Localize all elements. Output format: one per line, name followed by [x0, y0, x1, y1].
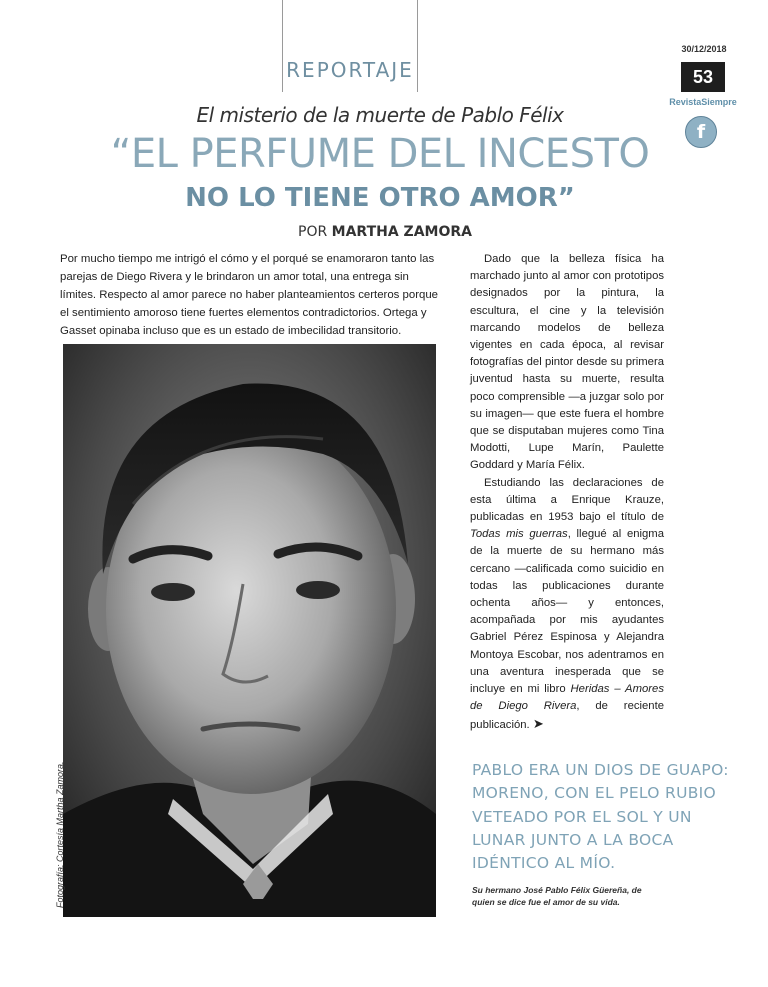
body-paragraph-2-part-b: , llegué al enigma de la muerte de su hermano más cercano —calificada como suicidio en todas las publicaciones durante ochenta años— y entonces, acompañada por mis ayudantes Gabriel Pérez Espinosa y Alejandra Montoya Escobar, nos adentramos en una aventura inesperada que se incluye en mi libro — [470, 528, 664, 696]
book-title-heridas: Heridas – Amores de Diego Rivera — [470, 683, 664, 713]
body-paragraph-2 — [470, 475, 664, 735]
article-kicker: El misterio de la muerte de Pablo Félix — [196, 103, 564, 127]
section-label: REPORTAJE — [286, 58, 414, 82]
book-title-todas-mis-guerras: Todas mis guerras — [470, 528, 568, 541]
facebook-icon-glyph: f — [696, 121, 706, 143]
end-arrow-icon: ➤ — [532, 716, 544, 732]
byline — [250, 224, 520, 240]
pull-quote: PABLO ERA UN DIOS DE GUAPO: MORENO, CON EL PELO RUBIO VETEADO POR EL SOL Y UN LUNAR JUNTO A LA BOCA IDÉNTICO AL MÍO. — [472, 761, 729, 873]
portrait-photo — [63, 344, 436, 917]
issue-date: 30/12/2018 — [681, 44, 727, 54]
photo-caption: Su hermano José Pablo Félix Güereña, de quien se dice fue el amor de su vida. — [472, 885, 642, 907]
facebook-icon[interactable] — [685, 116, 717, 148]
byline-prefix: POR — [298, 224, 328, 240]
byline-author: MARTHA ZAMORA — [331, 224, 472, 240]
body-paragraph-2-part-a: Estudiando las declaraciones de esta última a Enrique Krauze, publicadas en 1953 bajo el título de — [470, 476, 664, 524]
body-paragraph-1: Dado que la belleza física ha marchado junto al amor con prototipos designados por la pintura, la escultura, el cine y la televisión marcando modelos de belleza vigentes en cada época, al revisar fotografías del pintor desde su primera juventud hasta su muerte, resulta poco comprensible —a juzgar solo por su imagen— que este fuera el hombre que se disputaban mujeres como Tina Modotti, Lupe Marín, Paulette Goddard y María Félix. — [470, 253, 664, 472]
photo-credit: Fotografía: Cortesía Martha Zamora. — [55, 761, 65, 908]
page-number: 53 — [681, 62, 725, 92]
article-title-line1: “EL PERFUME DEL INCESTO — [110, 131, 650, 177]
portrait-illustration — [63, 344, 436, 917]
body-paragraph-2-part-c: , de reciente publicación. — [470, 700, 664, 732]
article-title-line2: NO LO TIENE OTRO AMOR” — [185, 183, 575, 213]
body-column — [470, 251, 664, 735]
lead-paragraph: Por mucho tiempo me intrigó el cómo y el porqué se enamoraron tanto las parejas de Diego Rivera y le brindaron un amor total, una entrega sin límites. Respecto al amor parece no haber planteamientos certeros porque el sentimiento amoroso tiene fuertes elementos contradictorios. Ortega y Gasset opinaba incluso que es un estado de imbecilidad transitorio. — [60, 253, 438, 338]
brand-handle: RevistaSiempre — [669, 97, 737, 107]
